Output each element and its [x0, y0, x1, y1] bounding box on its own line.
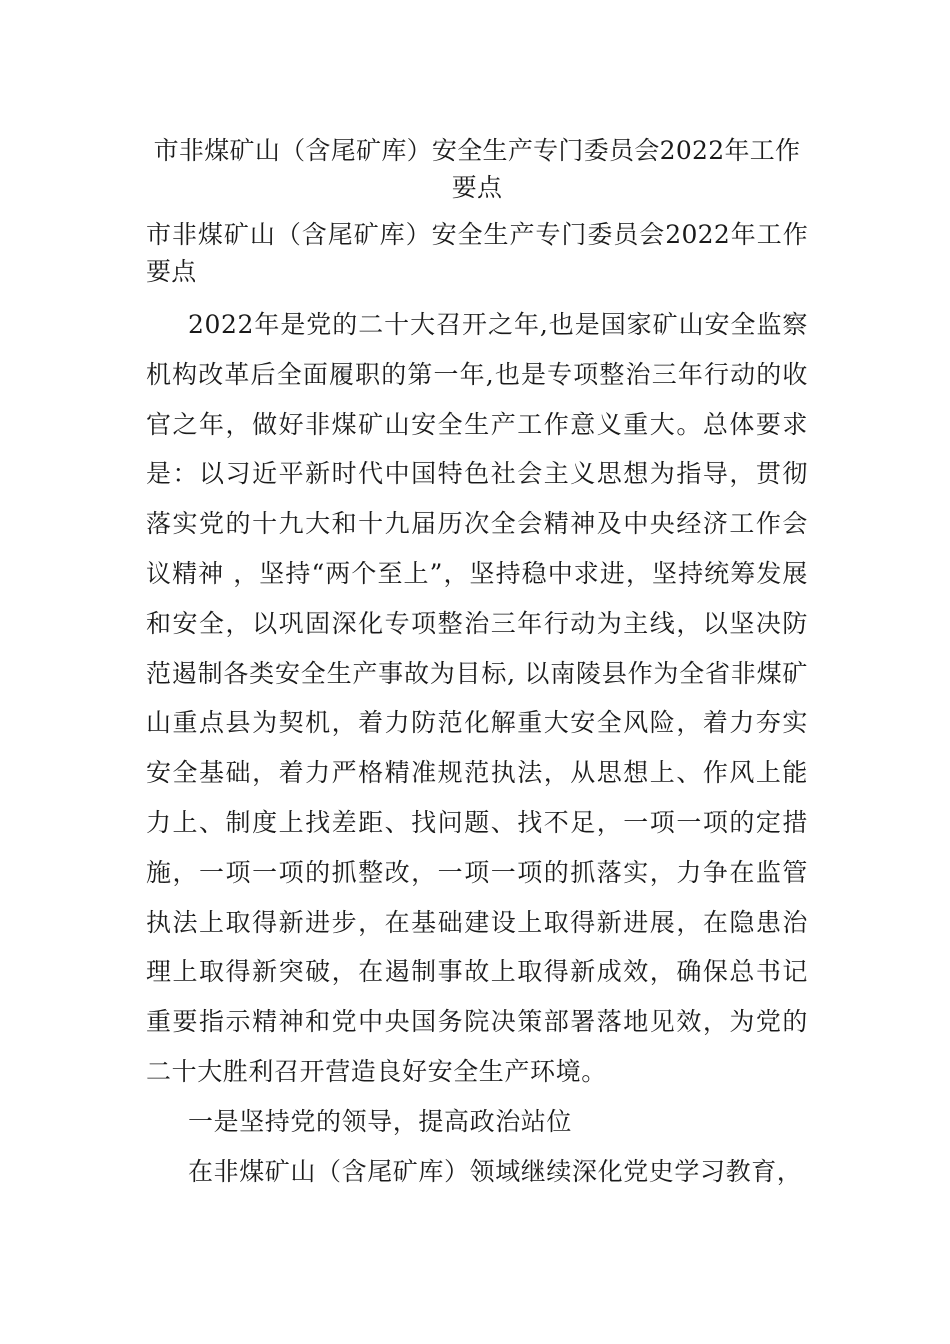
- body-paragraph-continued: 在非煤矿山（含尾矿库）领域继续深化党史学习教育，: [188, 1156, 803, 1186]
- document-title: 市非煤矿山（含尾矿库）安全生产专门委员会2022年工作要点: [153, 136, 801, 202]
- document-subtitle: 市非煤矿山（含尾矿库）安全生产专门委员会2022年工作要点: [146, 220, 808, 286]
- section-heading: 一是坚持党的领导，提高政治站位: [188, 1106, 573, 1136]
- document-page: [146, 132, 808, 1196]
- body-paragraph: 2022年是党的二十大召开之年,也是国家矿山安全监察机构改革后全面履职的第一年,也是专项整治三年行动的收官之年，做好非煤矿山安全生产工作意义重大。总体要求是：以习近平新时代中国特色社会主义思想为指导，贯彻落实党的十九大和十九届历次全会精神及中央经济工作会议精神 ，坚持“两个至上”，坚持稳中求进，坚持统筹发展和安全，以巩固深化专项整治三年行动为主线，以坚决防范遏制各类安全生产事故为目标, 以南陵县作为全省非煤矿山重点县为契机，着力防范化解重大安全风险，着力夯实安全基础，着力严格精准规范执法，从思想上、作风上能力上、制度上找差距、找问题、找不足，一项一项的定措施，一项一项的抓整改，一项一项的抓落实，力争在监管执法上取得新进步，在基础建设上取得新进展，在隐患治理上取得新突破，在遏制事故上取得新成效，确保总书记重要指示精神和党中央国务院决策部署落地见效，为党的二十大胜利召开营造良好安全生产环境。: [146, 310, 808, 1086]
